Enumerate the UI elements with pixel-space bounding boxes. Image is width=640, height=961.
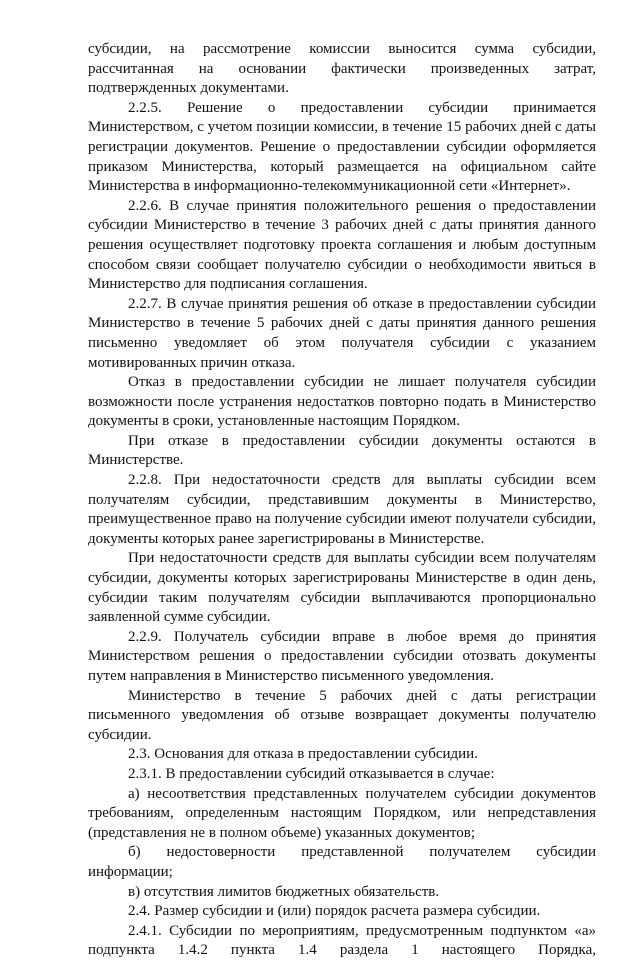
- paragraph-2-4-1: 2.4.1. Субсидии по мероприятиям, предусмотренным подпунктом «а» подпункта 1.4.2 пункта 1.4 раздела 1 настоящего Порядка,: [88, 922, 596, 959]
- document-page: [88, 40, 596, 961]
- paragraph-refusal-note: Отказ в предоставлении субсидии не лишает получателя субсидии возможности после устранения недостатков повторно подать в Министерство документы в сроки, установленные настоящим Порядком.: [88, 374, 596, 430]
- paragraph-2-3: 2.3. Основания для отказа в предоставлении субсидии.: [128, 746, 478, 763]
- paragraph-2-4: 2.4. Размер субсидии и (или) порядок расчета размера субсидии.: [128, 903, 541, 920]
- list-item-a: а) несоответствия представленных получателем субсидии документов требованиям, определенным настоящим Порядком, или непредставления (представления не в полном объеме) указанных документов;: [88, 785, 596, 841]
- list-item-b: б) недостоверности представленной получателем субсидии информации;: [88, 844, 596, 880]
- paragraph-2-3-1: 2.3.1. В предоставлении субсидий отказывается в случае:: [128, 765, 495, 782]
- paragraph-2-2-6: 2.2.6. В случае принятия положительного решения о предоставлении субсидии Министерство в течение 3 рабочих дней с даты принятия данного решения осуществляет подготовку проекта соглашения и любым доступным способом связи сообщает получателю субсидии о необходимости явиться в Министерство для подписания соглашения.: [88, 197, 596, 293]
- paragraph-same-day-registration: При недостаточности средств для выплаты субсидии всем получателям субсидии, документы которых зарегистрированы Министерстве в один день, субсидии таким получателям субсидии выплачиваются пропорционально заявленной сумме субсидии.: [88, 550, 596, 626]
- paragraph-return-documents: Министерство в течение 5 рабочих дней с даты регистрации письменного уведомления об отзыве возвращает документы получателю субсидии.: [88, 687, 596, 743]
- paragraph-2-2-5: 2.2.5. Решение о предоставлении субсидии принимается Министерством, с учетом позиции комиссии, в течение 15 рабочих дней с даты регистрации документов. Решение о предоставлении субсидии оформляется приказом Министерства, который размещается на официальном сайте Министерства в информационно-телекоммуникационной сети «Интернет».: [88, 99, 596, 195]
- paragraph-2-2-8: 2.2.8. При недостаточности средств для выплаты субсидии всем получателям субсидии, представившим документы в Министерство, преимущественное право на получение субсидии имеют получатели субсидии, документы которых ранее зарегистрированы в Министерстве.: [88, 472, 596, 547]
- paragraph-subsidy-amount: субсидии, на рассмотрение комиссии выносится сумма субсидии, рассчитанная на основании фактически произведенных затрат, подтвержденных документами.: [88, 41, 596, 97]
- paragraph-2-2-7: 2.2.7. В случае принятия решения об отказе в предоставлении субсидии Министерство в течение 5 рабочих дней с даты принятия данного решения письменно уведомляет об этом получателя субсидии с указанием мотивированных причин отказа.: [88, 295, 596, 371]
- paragraph-2-2-9: 2.2.9. Получатель субсидии вправе в любое время до принятия Министерством решения о предоставлении субсидии отозвать документы путем направления в Министерство письменного уведомления.: [88, 628, 596, 684]
- paragraph-documents-remain: При отказе в предоставлении субсидии документы остаются в Министерстве.: [88, 432, 596, 469]
- list-item-v: в) отсутствия лимитов бюджетных обязательств.: [128, 883, 440, 900]
